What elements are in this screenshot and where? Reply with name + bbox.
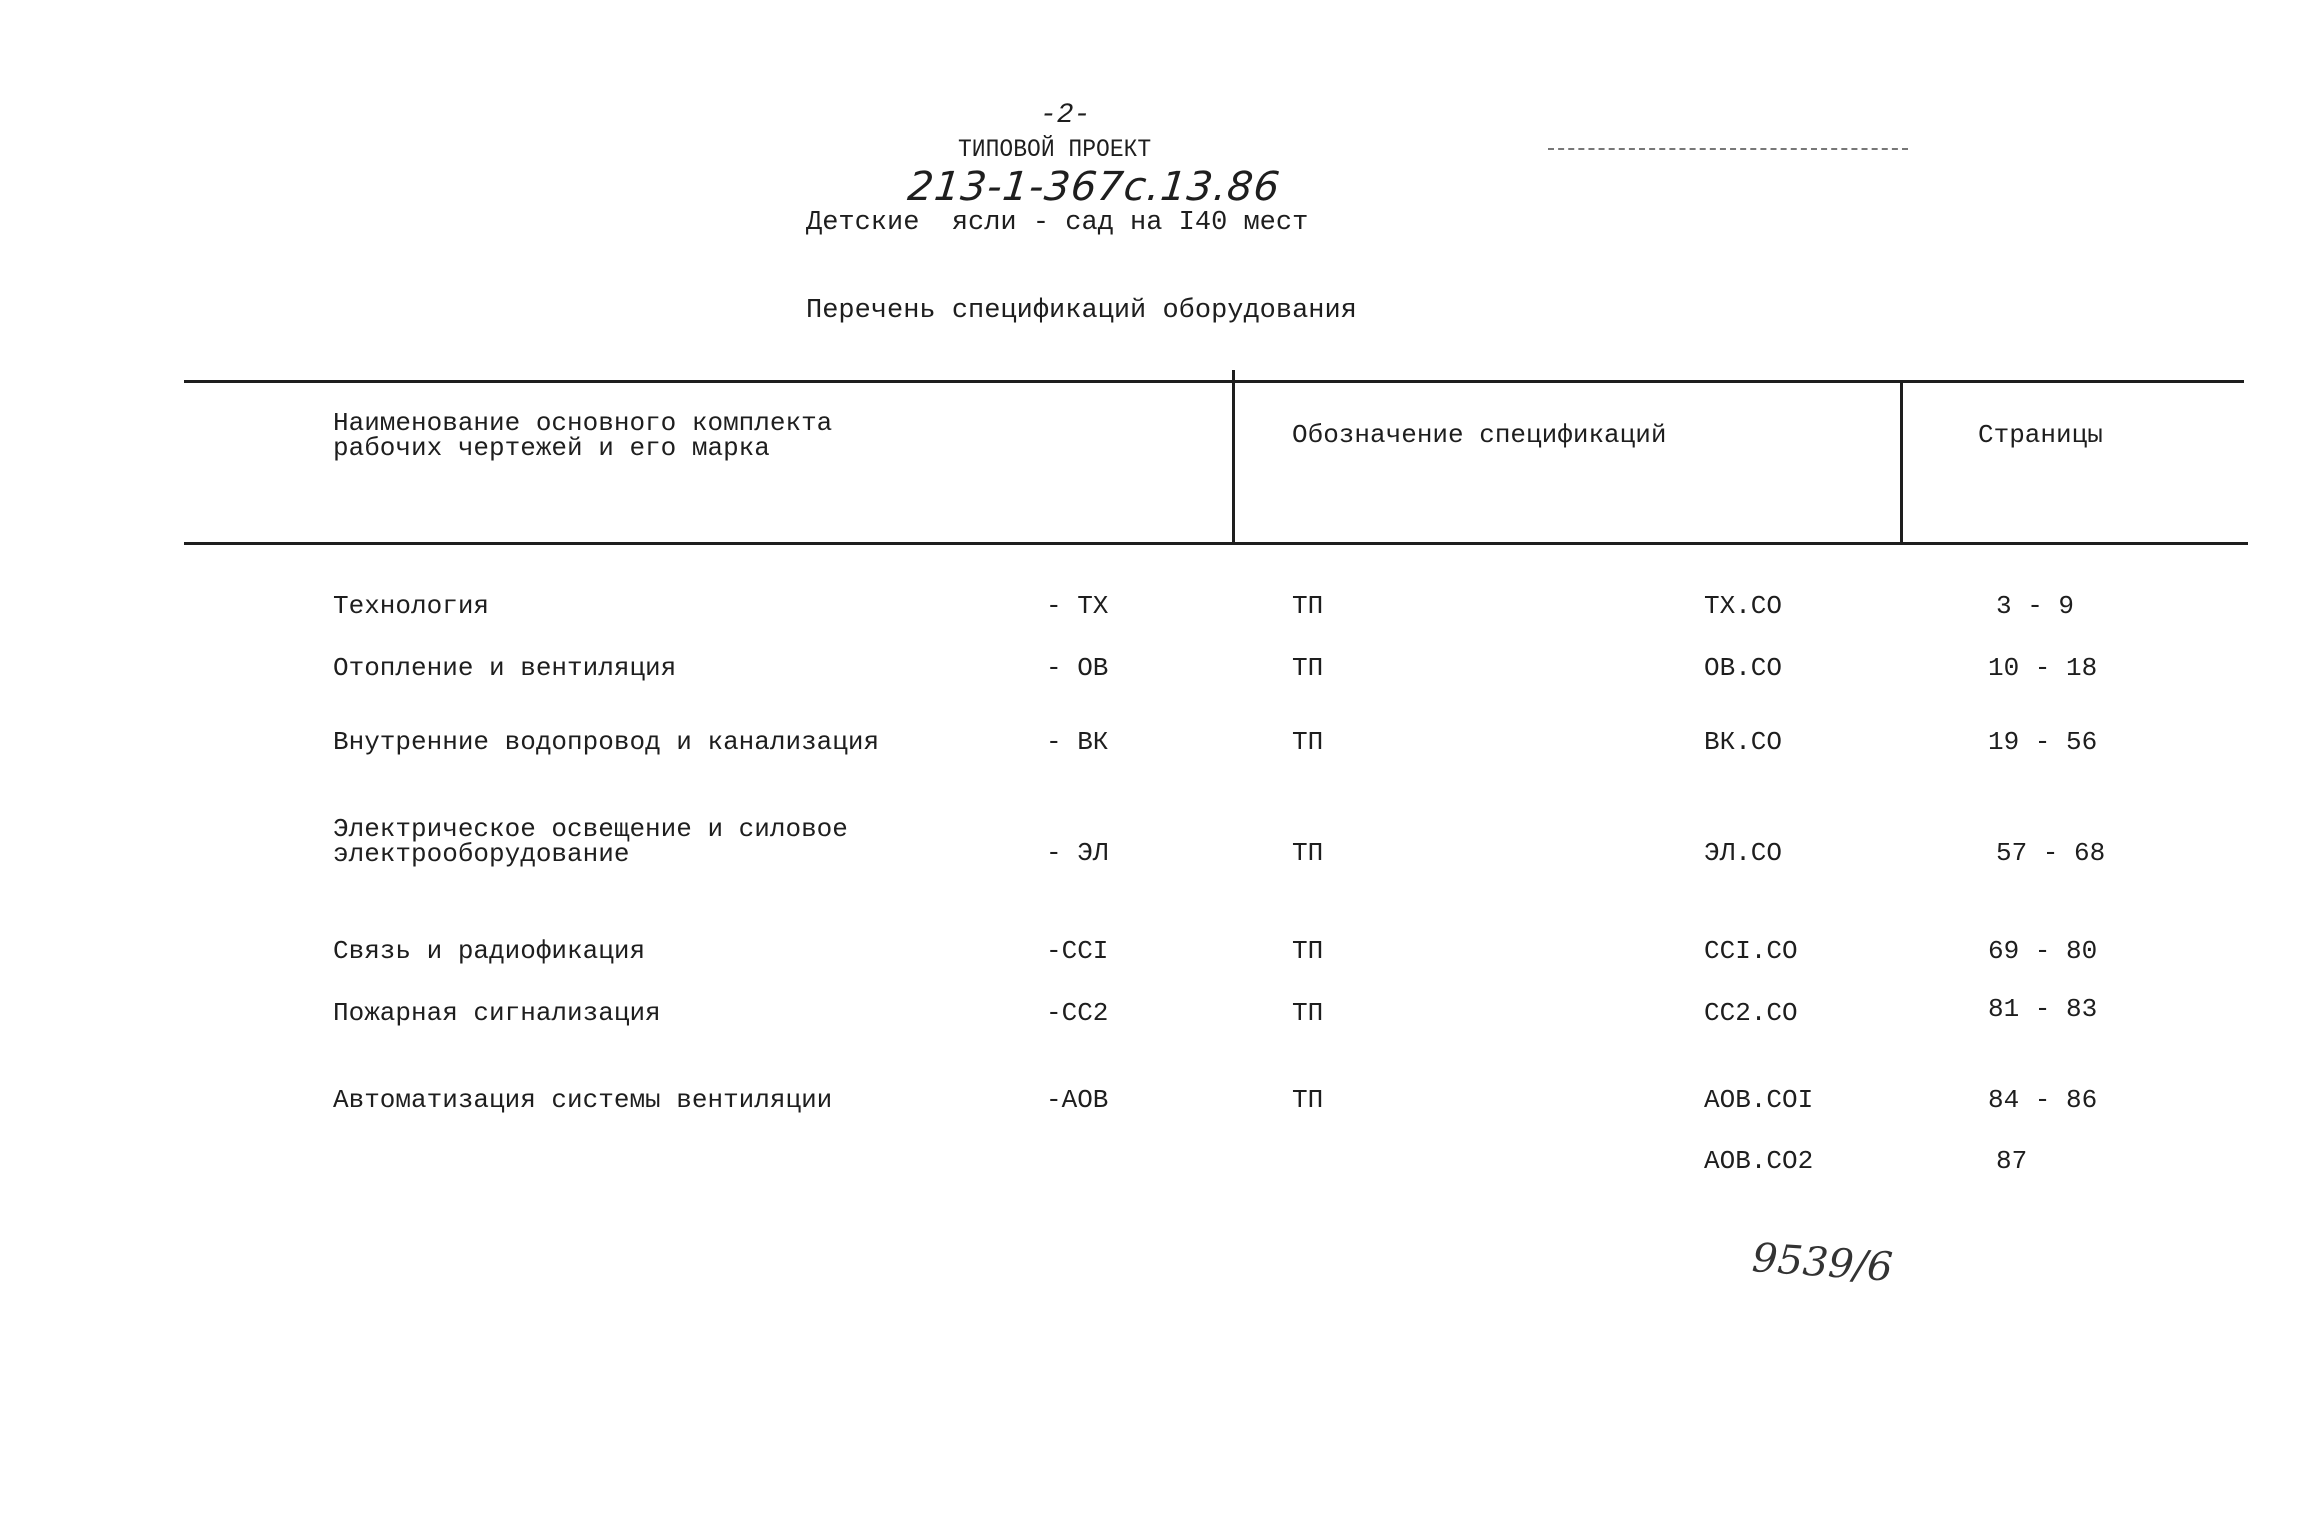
row-mark: -СС2 — [1046, 998, 1109, 1028]
row-name: Пожарная сигнализация — [333, 998, 661, 1028]
row-prefix: ТП — [1292, 1085, 1324, 1115]
row-mark: - ЭЛ — [1046, 838, 1109, 868]
row-pages: 81 - 83 — [1988, 994, 2098, 1024]
row-name: Автоматизация системы вентиляции — [333, 1085, 833, 1115]
row-code: СС2.СО — [1704, 998, 1798, 1028]
list-title: Перечень спецификаций оборудования — [806, 296, 1357, 326]
column-divider-2 — [1900, 380, 1903, 545]
header-name: Наименование основного комплекта рабочих чертежей и его марка — [333, 408, 833, 463]
row-prefix: ТП — [1292, 838, 1324, 868]
document-type: ТИПОВОЙ ПРОЕКТ — [958, 135, 1152, 164]
row-code: ЭЛ.СО — [1704, 838, 1783, 868]
header-designation: Обозначение спецификаций — [1292, 420, 1667, 450]
handwritten-archive-number: 9539/6 — [1750, 1235, 1895, 1291]
row-name: Внутренние водопровод и канализация — [333, 727, 880, 757]
row-code: ТХ.СО — [1704, 591, 1783, 621]
column-divider-1 — [1232, 370, 1235, 545]
row-name: Отопление и вентиляция — [333, 653, 677, 683]
row-prefix: ТП — [1292, 591, 1324, 621]
table-top-rule — [184, 380, 2244, 383]
row-mark: -ССI — [1046, 936, 1109, 966]
row-code: ВК.СО — [1704, 727, 1783, 757]
project-number: 213-1-367с.13.86 — [905, 164, 1283, 210]
row-pages: 57 - 68 — [1996, 838, 2106, 868]
row-mark: - ТХ — [1046, 591, 1109, 621]
faint-top-line — [1548, 148, 1908, 150]
row-pages: 19 - 56 — [1988, 727, 2098, 757]
row-pages: 84 - 86 — [1988, 1085, 2098, 1115]
row-pages: 3 - 9 — [1996, 591, 2075, 621]
row-name: Связь и радиофикация — [333, 936, 646, 966]
row-mark: - ВК — [1046, 727, 1109, 757]
row-name: Электрическое освещение и силовое электрооборудование — [333, 814, 848, 869]
project-name: Детские ясли - сад на I40 мест — [806, 208, 1309, 238]
row-code: ОВ.СО — [1704, 653, 1783, 683]
header-pages: Страницы — [1978, 420, 2103, 450]
page-number: -2- — [1040, 100, 1091, 131]
row-mark: - ОВ — [1046, 653, 1109, 683]
row-code: АОВ.СОI — [1704, 1085, 1814, 1115]
row-code: АОВ.СО2 — [1704, 1146, 1814, 1176]
row-code: ССI.СО — [1704, 936, 1798, 966]
row-pages: 87 — [1996, 1146, 2028, 1176]
row-prefix: ТП — [1292, 998, 1324, 1028]
row-pages: 69 - 80 — [1988, 936, 2098, 966]
row-name: Технология — [333, 591, 490, 621]
row-prefix: ТП — [1292, 936, 1324, 966]
row-pages: 10 - 18 — [1988, 653, 2098, 683]
row-prefix: ТП — [1292, 727, 1324, 757]
table-header-bottom-rule — [184, 542, 2248, 545]
row-mark: -АОВ — [1046, 1085, 1109, 1115]
row-prefix: ТП — [1292, 653, 1324, 683]
